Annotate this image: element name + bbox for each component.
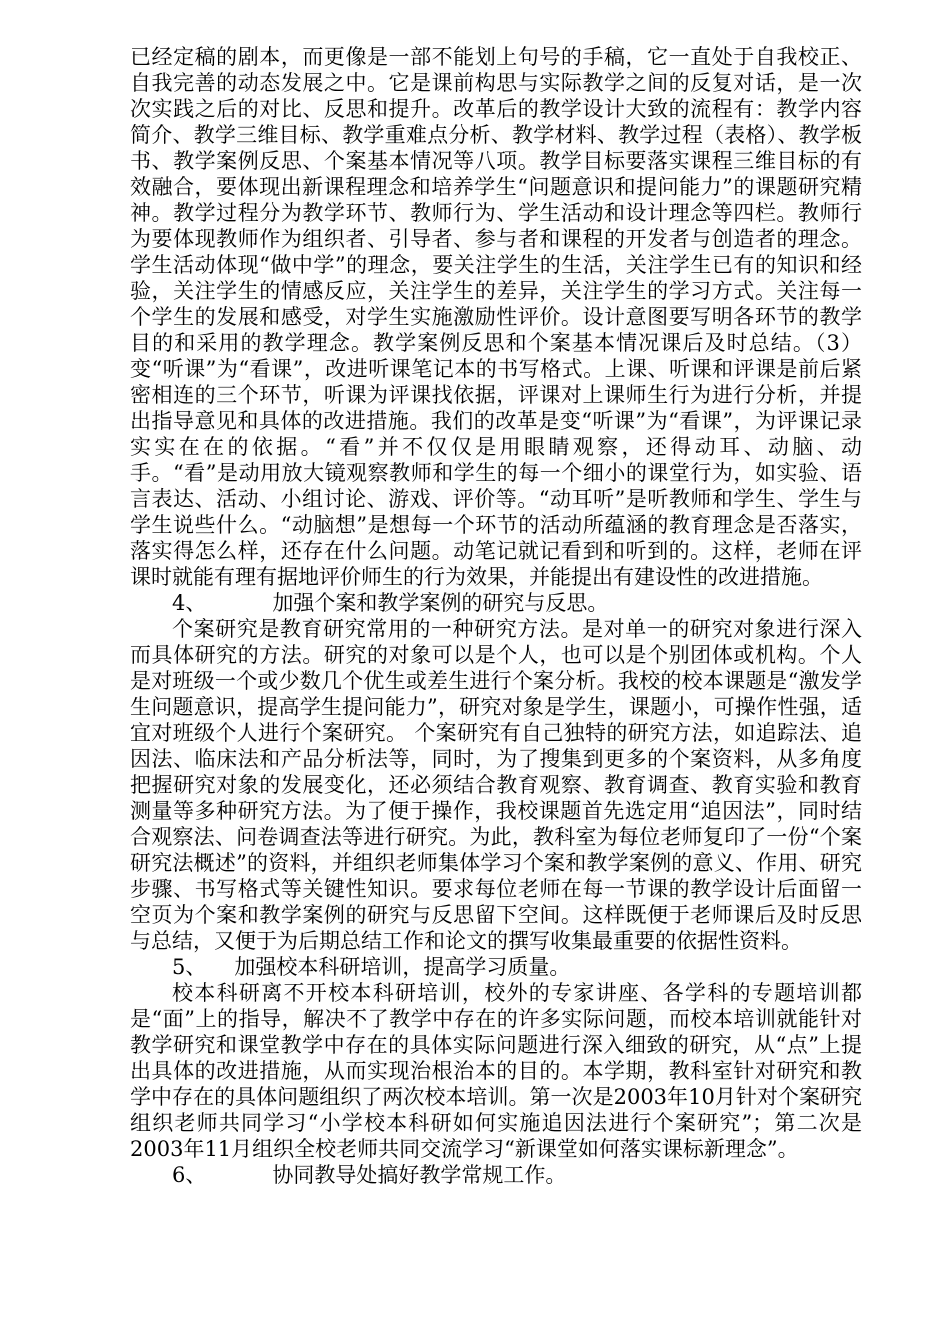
paragraph-case-study: 个案研究是教育研究常用的一种研究方法。是对单一的研究对象进行深入而具体研究的方法。研究的对象可以是个人，也可以是个别团体或机构。个人是对班级一个或少数几个优生或差生进行个案分析。我校的校本课题是“激发学生问题意识，提高学生提问能力”，研究对象是学生，课题小，可操作性强，适宜对班级个人进行个案研究。 个案研究有自己独特的研究方法，如追踪法、追因法、临床法和产品分析法等，同时，为了搜集到更多的个案资料，从多角度把握研究对象的发展变化，还必须结合教育观察、教育调查、教育实验和教育测量等多种研究方法。为了便于操作，我校课题首先选定用“追因法”，同时结合观察法、问卷调查法等进行研究。为此，教科室为每位老师复印了一份“个案研究法概述”的资料，并组织老师集体学习个案和教学案例的意义、作用、研究步骤、书写格式等关键性知识。要求每位老师在每一节课的教学设计后面留一空页为个案和教学案例的研究与反思留下空间。这样既便于老师课后及时反思与总结，又便于为后期总结工作和论文的撰写收集最重要的依据性资料。 [130, 617, 862, 953]
section-title-5: 加强校本科研培训，提高学习质量。 [234, 955, 571, 979]
section-heading-4 [130, 590, 862, 616]
paragraph-teaching-design: 已经定稿的剧本，而更像是一部不能划上句号的手稿，它一直处于自我校正、自我完善的动态发展之中。它是课前构思与实际教学之间的反复对话，是一次次实践之后的对比、反思和提升。改革后的教学设计大致的流程有：教学内容简介、教学三维目标、教学重难点分析、教学材料、教学过程（表格）、教学板书、教学案例反思、个案基本情况等八项。教学目标要落实课程三维目标的有效融合，要体现出新课程理念和培养学生“问题意识和提问能力”的课题研究精神。教学过程分为教学环节、教师行为、学生活动和设计理念等四栏。教师行为要体现教师作为组织者、引导者、参与者和课程的开发者与创造者的理念。学生活动体现“做中学”的理念，要关注学生的生活，关注学生已有的知识和经验，关注学生的情感反应，关注学生的差异，关注学生的学习方式。关注每一个学生的发展和感受，对学生实施激励性评价。设计意图要写明各环节的教学目的和采用的教学理念。教学案例反思和个案基本情况课后及时总结。（3）变“听课”为“看课”，改进听课笔记本的书写格式。上课、听课和评课是前后紧密相连的三个环节，听课为评课找依据，评课对上课师生行为进行分析，并提出指导意见和具体的改进措施。我们的改革是变“听课”为“看课”，为评课记录实实在在的依据。“看”并不仅仅是用眼睛观察，还得动耳、动脑、动手。“看”是动用放大镜观察教师和学生的每一个细小的课堂行为，如实验、语言表达、活动、小组讨论、游戏、评价等。“动耳听”是听教师和学生、学生与学生说些什么。“动脑想”是想每一个环节的活动所蕴涵的教育理念是否落实，落实得怎么样，还存在什么问题。动笔记就记看到和听到的。这样，老师在评课时就能有理有据地评价师生的行为效果，并能提出有建设性的改进措施。 [130, 45, 862, 589]
document-page [130, 44, 862, 1188]
section-number-5: 5、 [172, 955, 207, 979]
section-heading-5 [130, 954, 862, 980]
section-number-4: 4、 [172, 591, 207, 615]
section-title-6: 协同教导处搞好教学常规工作。 [272, 1163, 567, 1187]
paragraph-school-training: 校本科研离不开校本科研培训，校外的专家讲座、各学科的专题培训都是“面”上的指导，解决不了教学中存在的许多实际问题，而校本培训就能针对教学研究和课堂教学中存在的具体实际问题进行深入细致的研究，从“点”上提出具体的改进措施，从而实现治根治本的目的。本学期，教科室针对研究和教学中存在的具体问题组织了两次校本培训。第一次是2003年10月针对个案研究组织老师共同学习“小学校本科研如何实施追因法进行个案研究”；第二次是2003年11月组织全校老师共同交流学习“新课堂如何落实课标新理念”。 [130, 981, 862, 1161]
section-title-4: 加强个案和教学案例的研究与反思。 [272, 591, 609, 615]
section-heading-6 [130, 1162, 862, 1188]
section-number-6: 6、 [172, 1163, 207, 1187]
